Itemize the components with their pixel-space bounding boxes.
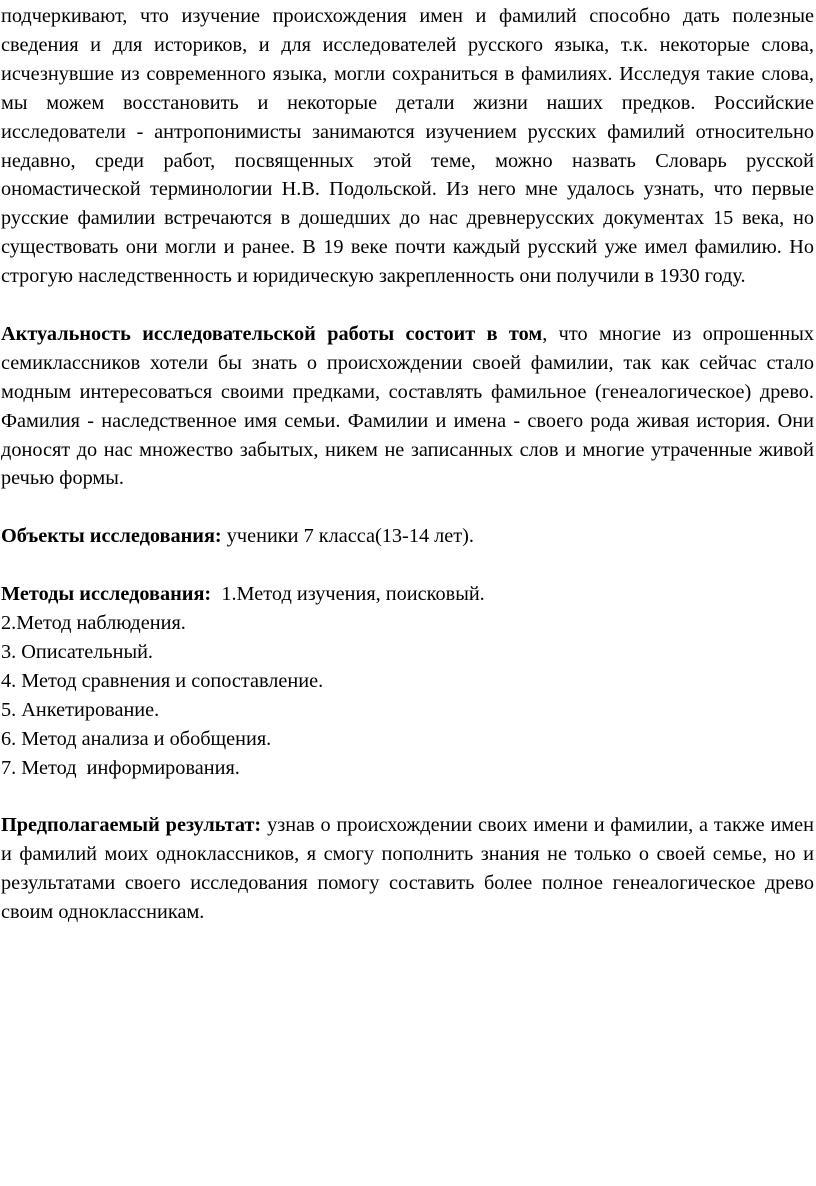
methods-item: 6. Метод анализа и обобщения. xyxy=(1,727,272,750)
methods-item: 5. Анкетирование. xyxy=(1,698,160,721)
methods-item: 2.Метод наблюдения. xyxy=(1,611,186,634)
methods-item: 4. Метод сравнения и сопоставление. xyxy=(1,669,324,692)
objects-paragraph xyxy=(1,522,814,551)
methods-item: 3. Описательный. xyxy=(1,640,154,663)
paragraph-gap xyxy=(1,551,814,580)
objects-label: Объекты исследования: xyxy=(1,525,222,548)
intro-paragraph: подчеркивают, что изучение происхождения имен и фамилий способно дать полезные сведения и для историков, и для исследователей русского языка, т.к. некоторые слова, исчезнувшие из современного языка, могли сохраниться в фамилиях. Исследуя такие слова, мы можем восстановить и некоторые детали жизни наших предков. Российские исследователи - антропонимисты занимаются изучением русских фамилий относительно недавно, среди работ, посвященных этой теме, можно назвать Словарь русской ономастической терминологии Н.В. Подольской. Из него мне удалось узнать, что первые русские фамилии встречаются в дошедших до нас древнерусских документах 15 века, но существовать они могли и ранее. В 19 веке почти каждый русский уже имел фамилию. Но строгую наследственность и юридическую закрепленность они получили в 1930 году. xyxy=(1,5,814,288)
document-page xyxy=(0,2,816,927)
paragraph-gap xyxy=(1,493,814,522)
relevance-label: Актуальность исследовательской работы состоит в том xyxy=(1,322,543,345)
relevance-text: , что многие из опрошенных семиклассников хотели бы знать о происхождении своей фамилии, так как сейчас стало модным интересоваться своими предками, составлять фамильное (генеалогическое) древо. Фамилия - наследственное имя семьи. Фамилии и имена - своего рода живая история. Они доносят до нас множество забытых, никем не записанных слов и многие утраченные живой речью формы. xyxy=(1,322,814,490)
objects-text: ученики 7 класса(13-14 лет). xyxy=(221,525,474,548)
result-text: узнав о происхождении своих имени и фамилии, а также имен и фамилий моих одноклассников, я смогу пополнить знания не только о своей семье, но и результатами своего исследования помогу составить более полное генеалогическое древо своим одноклассникам. xyxy=(1,814,814,924)
methods-heading-line xyxy=(1,580,814,609)
methods-item-1: 1.Метод изучения, поисковый. xyxy=(211,583,485,606)
result-paragraph xyxy=(1,811,814,927)
relevance-paragraph xyxy=(1,320,814,493)
methods-item: 7. Метод информирования. xyxy=(1,756,240,779)
methods-label: Методы исследования: xyxy=(1,583,212,606)
result-label: Предполагаемый результат: xyxy=(1,814,262,837)
paragraph-gap xyxy=(1,291,814,320)
paragraph-gap xyxy=(1,782,814,811)
